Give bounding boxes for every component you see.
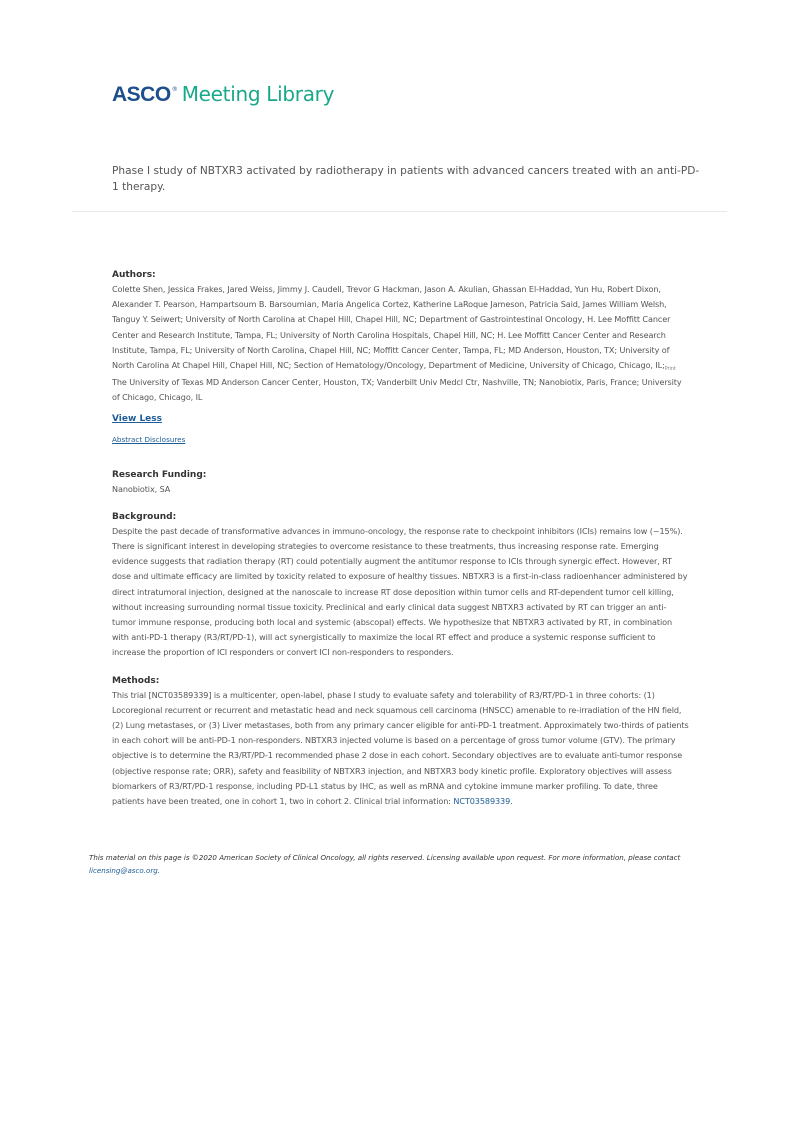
- logo-registered-mark: ®: [171, 86, 178, 93]
- methods-end: .: [510, 796, 513, 807]
- clinical-trial-link[interactable]: NCT03589339: [453, 796, 511, 807]
- copyright-footer: [89, 852, 689, 877]
- methods-text: [112, 688, 690, 810]
- abstract-title: Phase I study of NBTXR3 activated by radiotherapy in patients with advanced cancers treated with an anti-PD-1 therapy.: [112, 165, 700, 193]
- funding-text: Nanobiotix, SA: [112, 483, 171, 494]
- methods-section: [112, 674, 690, 810]
- background-label: Background:: [112, 511, 177, 522]
- header-divider: [72, 211, 727, 212]
- authors-label: Authors:: [112, 270, 156, 280]
- authors-text-1: Colette Shen, Jessica Frakes, Jared Weiss, Jimmy J. Caudell, Trevor G Hackman, Jason A. Akulian, Ghassan El-Haddad, Yun Hu, Robert Dixon, Alexander T. Pearson, Hampartsoum B. Barsoumian, Maria Angelica Cortez, Katherine LaRoque Jameson, Patricia Said, James William Welsh, Tanguy Y. Seiwert; University of North Carolina at Chapel Hill, Chapel Hill, NC; Department of Gastrointestinal Oncology, H. Lee Moffitt Cancer Center and Research Institute, Tampa, FL; University of North Carolina Hospitals, Chapel Hill, NC; H. Lee Moffitt Cancer Center and Research Institute, Tampa, FL; University of North Carolina, Chapel Hill, NC; Moffitt Cancer Center, Tampa, FL; MD Anderson, Houston, TX; University of North Carolina At Chapel Hill, Chapel Hill, NC; Section of Hematology/Oncology, Department of Medicine, University of Chicago, Chicago, IL;: [112, 284, 671, 371]
- authors-list: [112, 282, 690, 406]
- methods-body: This trial [NCT03589339] is a multicenter, open-label, phase I study to evaluate safety and tolerability of R3/RT/PD-1 in three cohorts: (1) Locoregional recurrent or recurrent and metastatic head and neck squamous cell carcinoma (HNSCC) amenable to re-irradiation of the HN field, (2) Lung metastases, or (3) Liver metastases, both from any primary cancer eligible for anti-PD-1 treatment. Approximately two-thirds of patients in each cohort will be anti-PD-1 non-responders. NBTXR3 injected volume is based on a percentage of gross tumor volume (GTV). The primary objective is to determine the R3/RT/PD-1 recommended phase 2 dose in each cohort. Secondary objectives are to evaluate anti-tumor response (objective response rate; ORR), safety and feasibility of NBTXR3 injection, and NBTXR3 body kinetic profile. Exploratory objectives will assess biomarkers of R3/RT/PD-1 response, including PD-L1 status by IHC, as well as mRNA and cytokine immune marker profiling. To date, three patients have been treated, one in cohort 1, two in cohort 2. Clinical trial information:: [112, 689, 689, 807]
- view-less-link[interactable]: View Less: [112, 413, 162, 424]
- background-section: [112, 510, 690, 661]
- asco-logo[interactable]: [112, 82, 334, 107]
- abstract-content: [112, 268, 690, 809]
- methods-label: Methods:: [112, 675, 160, 686]
- logo-brand: ASCO: [112, 83, 171, 106]
- research-funding-section: [112, 468, 690, 497]
- abstract-disclosures-link[interactable]: Abstract Disclosures: [112, 434, 186, 444]
- authors-text-2: The University of Texas MD Anderson Cancer Center, Houston, TX; Vanderbilt Univ Medcl Ctr, Nashville, TN; Nanobiotix, Paris, France; University of Chicago, Chicago, IL: [112, 377, 682, 403]
- copyright-text: This material on this page is ©2020 American Society of Clinical Oncology, all rights reserved. Licensing available upon request. For more information, please contact: [89, 853, 681, 862]
- funding-label: Research Funding:: [112, 469, 207, 480]
- licensing-email-link[interactable]: licensing@asco.org: [89, 865, 158, 875]
- logo-product-name: Meeting Library: [181, 82, 335, 106]
- background-text: Despite the past decade of transformative advances in immuno-oncology, the response rate to checkpoint inhibitors (ICIs) remains low (~15%). There is significant interest in developing strategies to overcome resistance to these treatments, thus increasing response rate. Emerging evidence suggests that radiation therapy (RT) could potentially augment the antitumor response to ICIs through synergic effect. However, RT dose and ultimate efficacy are limited by toxicity related to exposure of healthy tissues. NBTXR3 is a first-in-class radioenhancer administered by direct intratumoral injection, designed at the nanoscale to increase RT dose deposition within tumor cells and RT-dependent tumor cell killing, without increasing surrounding normal tissue toxicity. Preclinical and early clinical data suggest NBTXR3 activated by RT can trigger an anti-tumor immune response, producing both local and systemic (abscopal) effects. We hypothesize that NBTXR3 activated by RT, in combination with anti-PD-1 therapy (R3/RT/PD-1), will act synergistically to maximize the local RT effect and produce a systemic response sufficient to increase the proportion of ICI responders or convert ICI non-responders to responders.: [112, 525, 688, 658]
- print-button[interactable]: Print: [664, 366, 676, 373]
- copyright-end: .: [157, 865, 161, 875]
